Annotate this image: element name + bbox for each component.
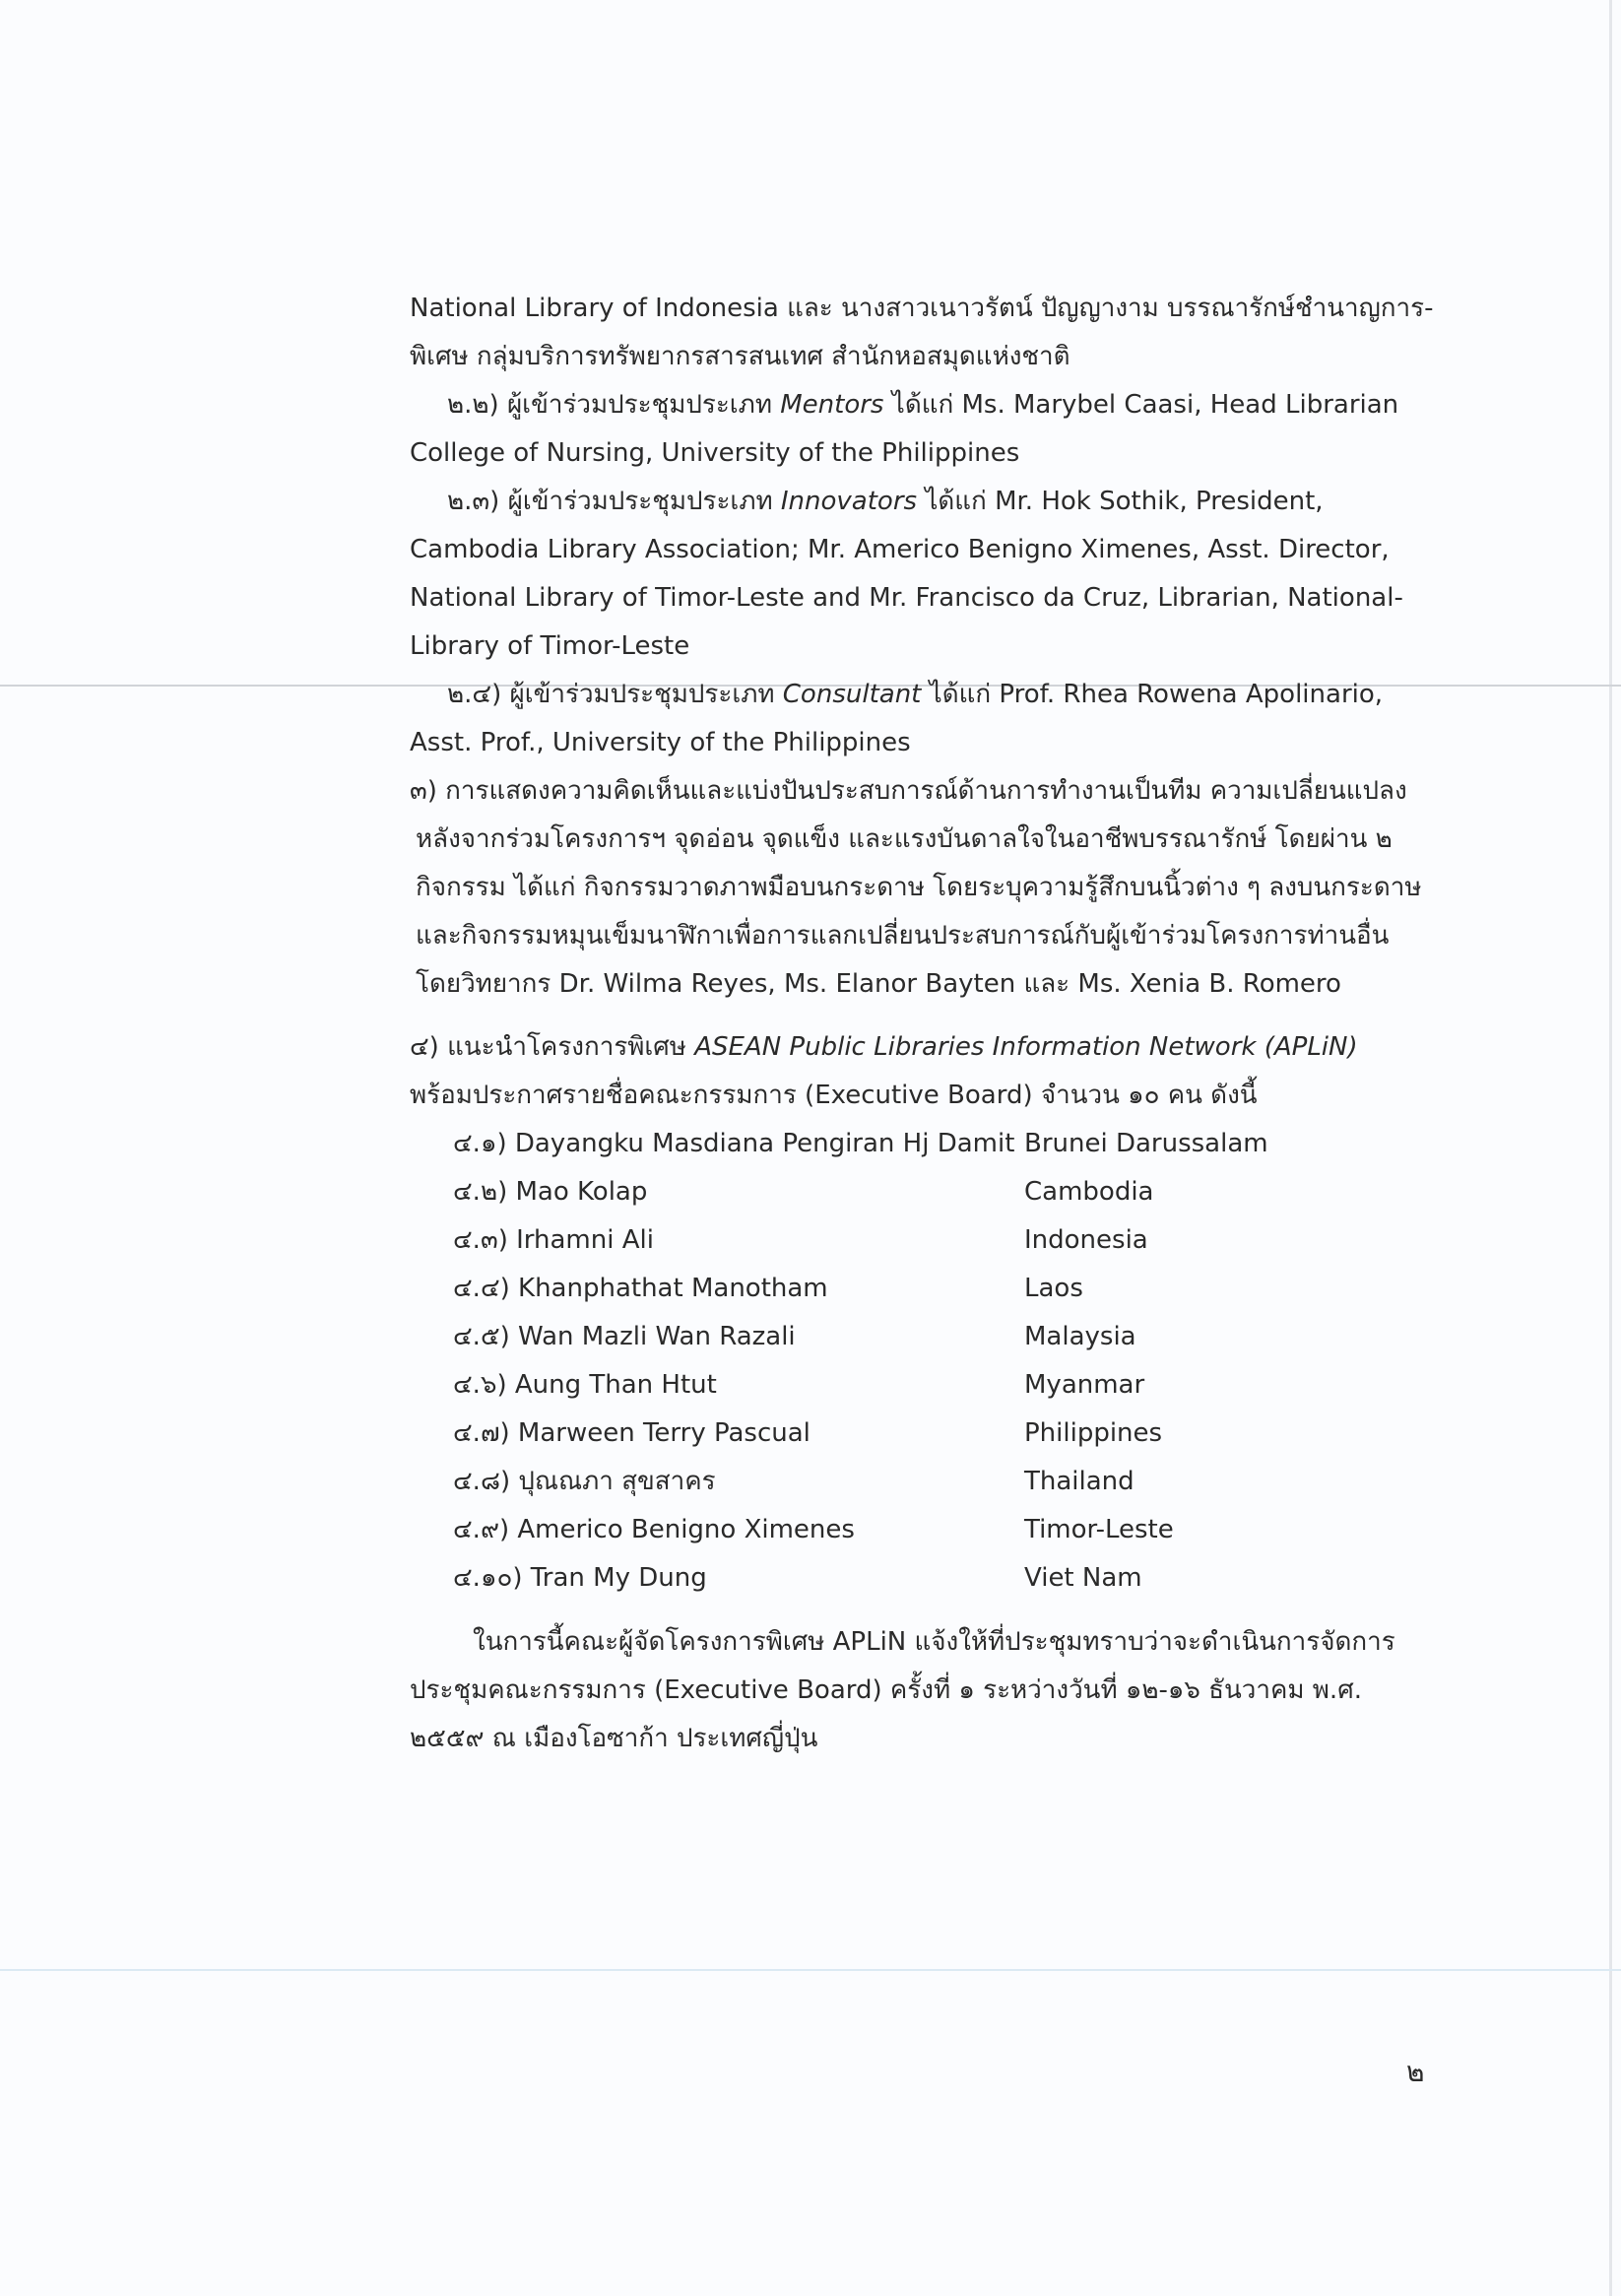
board-member-name: ๔.๒) Mao Kolap bbox=[453, 1177, 648, 1207]
board-member-name: ๔.๑๐) Tran My Dung bbox=[453, 1563, 707, 1593]
text-segment: ได้แก่ Mr. Hok Sothik, President, bbox=[917, 487, 1324, 516]
italic-term: Mentors bbox=[780, 390, 884, 420]
board-member-country: Cambodia bbox=[1024, 1177, 1154, 1207]
board-member-name: ๔.๖) Aung Than Htut bbox=[453, 1370, 717, 1400]
text-segment: ๔) แนะนำโครงการพิเศษ bbox=[410, 1032, 695, 1062]
board-member-country: Philippines bbox=[1024, 1418, 1163, 1448]
text-segment: พร้อมประกาศรายชื่อคณะกรรมการ (Executive Board) จำนวน ๑๐ คน ดังนี้ bbox=[410, 1081, 1258, 1110]
text-segment: และกิจกรรมหมุนเข็มนาฬิกาเพื่อการแลกเปลี่ยนประสบการณ์กับผู้เข้าร่วมโครงการท่านอื่น bbox=[416, 921, 1390, 951]
text-line bbox=[416, 919, 1389, 952]
text-segment: ๓) การแสดงความคิดเห็นและแบ่งปันประสบการณ์ด้านการทำงานเป็นทีม ความเปลี่ยนแปลง bbox=[410, 776, 1407, 806]
board-member-name: ๔.๗) Marween Terry Pascual bbox=[453, 1418, 810, 1448]
board-member-country: Indonesia bbox=[1024, 1225, 1148, 1255]
text-segment: โดยวิทยากร Dr. Wilma Reyes, Ms. Elanor Bayten และ Ms. Xenia B. Romero bbox=[416, 969, 1341, 999]
board-member-country: Malaysia bbox=[1024, 1322, 1136, 1351]
text-segment: กิจกรรม ได้แก่ กิจกรรมวาดภาพมือบนกระดาษ โดยระบุความรู้สึกบนนิ้วต่าง ๆ ลงบนกระดาษ bbox=[416, 873, 1422, 902]
text-segment: พิเศษ กลุ่มบริการทรัพยากรสารสนเทศ สำนักหอสมุดแห่งชาติ bbox=[410, 342, 1070, 371]
text-line bbox=[447, 388, 1398, 422]
text-segment: ได้แก่ Ms. Marybel Caasi, Head Librarian bbox=[883, 390, 1399, 420]
text-line bbox=[447, 678, 1383, 711]
board-member-name: ๔.๙) Americo Benigno Ximenes bbox=[453, 1515, 855, 1544]
text-line bbox=[416, 871, 1421, 904]
italic-term: ASEAN Public Libraries Information Network (APLiN) bbox=[694, 1032, 1358, 1062]
text-line bbox=[410, 629, 689, 663]
text-line bbox=[410, 340, 1070, 373]
text-segment: หลังจากร่วมโครงการฯ จุดอ่อน จุดแข็ง และแรงบันดาลใจในอาชีพบรรณารักษ์ โดยผ่าน ๒ bbox=[416, 824, 1393, 854]
italic-term: Innovators bbox=[780, 487, 918, 516]
text-line bbox=[410, 581, 1403, 615]
text-line bbox=[410, 436, 1019, 470]
text-segment: ได้แก่ Prof. Rhea Rowena Apolinario, bbox=[921, 680, 1384, 709]
text-line bbox=[410, 774, 1407, 808]
closing-text-line: ในการนี้คณะผู้จัดโครงการพิเศษ APLiN แจ้งให้ที่ประชุมทราบว่าจะดำเนินการจัดการ bbox=[473, 1627, 1395, 1657]
board-member-name: ๔.๑) Dayangku Masdiana Pengiran Hj Damit bbox=[453, 1129, 1015, 1158]
text-line bbox=[410, 292, 1433, 325]
board-member-name: ๔.๔) Khanphathat Manotham bbox=[453, 1274, 828, 1303]
scan-edge-line bbox=[1609, 0, 1612, 2296]
text-segment: Cambodia Library Association; Mr. Americo Benigno Ximenes, Asst. Director, bbox=[410, 535, 1390, 564]
text-line bbox=[410, 726, 911, 759]
board-member-country: Viet Nam bbox=[1024, 1563, 1142, 1593]
text-segment: Asst. Prof., University of the Philippines bbox=[410, 728, 911, 757]
text-line bbox=[410, 533, 1390, 566]
board-member-country: Thailand bbox=[1024, 1467, 1135, 1496]
text-segment: ๒.๔) ผู้เข้าร่วมประชุมประเภท bbox=[447, 680, 783, 709]
board-member-country: Myanmar bbox=[1024, 1370, 1145, 1400]
text-segment: Library of Timor-Leste bbox=[410, 631, 690, 661]
page-number: ๒ bbox=[1406, 2056, 1425, 2088]
italic-term: Consultant bbox=[782, 680, 922, 709]
text-line bbox=[416, 822, 1393, 856]
scan-artifact-line bbox=[0, 1969, 1621, 1971]
closing-text-line: ประชุมคณะกรรมการ (Executive Board) ครั้งที่ ๑ ระหว่างวันที่ ๑๒-๑๖ ธันวาคม พ.ศ. bbox=[410, 1675, 1362, 1705]
text-line bbox=[416, 967, 1341, 1001]
text-segment: National Library of Indonesia และ นางสาวเนาวรัตน์ ปัญญางาม บรรณารักษ์ชำนาญการ- bbox=[410, 294, 1434, 323]
board-member-name: ๔.๘) ปุณณภา สุขสาคร bbox=[453, 1467, 716, 1496]
board-member-country: Brunei Darussalam bbox=[1024, 1129, 1268, 1158]
board-member-country: Timor-Leste bbox=[1024, 1515, 1174, 1544]
text-segment: National Library of Timor-Leste and Mr. Francisco da Cruz, Librarian, National- bbox=[410, 583, 1403, 613]
board-member-name: ๔.๕) Wan Mazli Wan Razali bbox=[453, 1322, 796, 1351]
text-segment: ๒.๓) ผู้เข้าร่วมประชุมประเภท bbox=[447, 487, 781, 516]
board-member-name: ๔.๓) Irhamni Ali bbox=[453, 1225, 654, 1255]
text-segment: College of Nursing, University of the Philippines bbox=[410, 438, 1020, 468]
text-line bbox=[410, 1030, 1358, 1064]
board-member-country: Laos bbox=[1024, 1274, 1083, 1303]
text-line bbox=[410, 1079, 1258, 1112]
text-line bbox=[447, 485, 1324, 518]
text-segment: ๒.๒) ผู้เข้าร่วมประชุมประเภท bbox=[447, 390, 781, 420]
closing-text-line: ๒๕๕๙ ณ เมืองโอซาก้า ประเทศญี่ปุ่น bbox=[410, 1724, 818, 1753]
